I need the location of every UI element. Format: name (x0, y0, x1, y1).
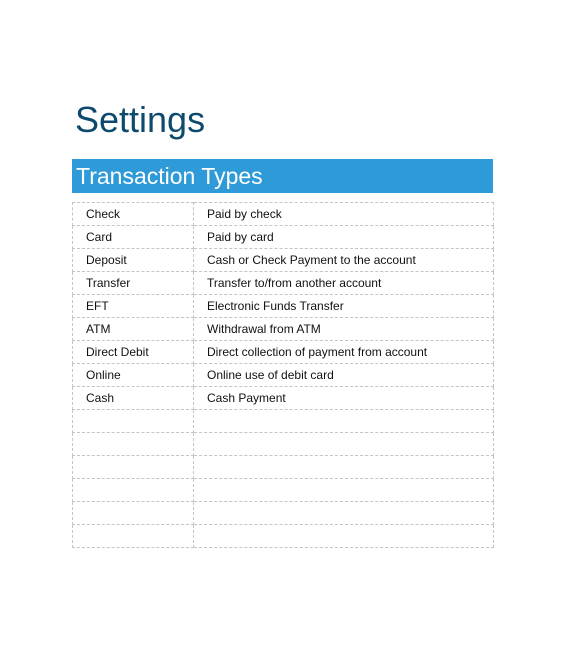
table-row[interactable] (73, 525, 494, 548)
transaction-description-cell[interactable]: Withdrawal from ATM (194, 318, 494, 341)
transaction-code-cell[interactable]: Deposit (73, 249, 194, 272)
table-row[interactable] (73, 272, 494, 295)
table-row[interactable] (73, 433, 494, 456)
transaction-code-cell[interactable]: EFT (73, 295, 194, 318)
page-title: Settings (75, 99, 206, 140)
transaction-code-cell[interactable] (73, 479, 194, 502)
transaction-code-cell[interactable] (73, 433, 194, 456)
table-row[interactable] (73, 456, 494, 479)
transaction-description-cell[interactable] (194, 479, 494, 502)
transaction-code-cell[interactable] (73, 502, 194, 525)
transaction-code-cell[interactable] (73, 410, 194, 433)
table-row[interactable] (73, 387, 494, 410)
transaction-code-cell[interactable]: Online (73, 364, 194, 387)
transaction-description-cell[interactable] (194, 410, 494, 433)
transaction-code-cell[interactable]: Transfer (73, 272, 194, 295)
transaction-code-cell[interactable]: ATM (73, 318, 194, 341)
transaction-code-cell[interactable]: Direct Debit (73, 341, 194, 364)
transaction-description-cell[interactable] (194, 525, 494, 548)
table-row[interactable] (73, 502, 494, 525)
table-row[interactable] (73, 249, 494, 272)
table-row[interactable] (73, 203, 494, 226)
transaction-code-cell[interactable]: Card (73, 226, 194, 249)
transaction-code-cell[interactable] (73, 456, 194, 479)
transaction-description-cell[interactable]: Paid by check (194, 203, 494, 226)
transaction-code-cell[interactable]: Check (73, 203, 194, 226)
transaction-description-cell[interactable] (194, 502, 494, 525)
table-row[interactable] (73, 226, 494, 249)
transaction-description-cell[interactable]: Online use of debit card (194, 364, 494, 387)
transaction-types-body (73, 203, 494, 548)
transaction-description-cell[interactable] (194, 456, 494, 479)
table-row[interactable] (73, 479, 494, 502)
transaction-code-cell[interactable] (73, 525, 194, 548)
table-row[interactable] (73, 295, 494, 318)
table-row[interactable] (73, 341, 494, 364)
table-row[interactable] (73, 410, 494, 433)
transaction-description-cell[interactable]: Cash Payment (194, 387, 494, 410)
table-row[interactable] (73, 364, 494, 387)
transaction-code-cell[interactable]: Cash (73, 387, 194, 410)
transaction-description-cell[interactable]: Transfer to/from another account (194, 272, 494, 295)
transaction-types-table (72, 202, 494, 548)
transaction-description-cell[interactable]: Paid by card (194, 226, 494, 249)
transaction-description-cell[interactable]: Electronic Funds Transfer (194, 295, 494, 318)
transaction-description-cell[interactable]: Direct collection of payment from account (194, 341, 494, 364)
transaction-description-cell[interactable] (194, 433, 494, 456)
table-row[interactable] (73, 318, 494, 341)
transaction-description-cell[interactable]: Cash or Check Payment to the account (194, 249, 494, 272)
section-header-transaction-types: Transaction Types (72, 159, 493, 193)
